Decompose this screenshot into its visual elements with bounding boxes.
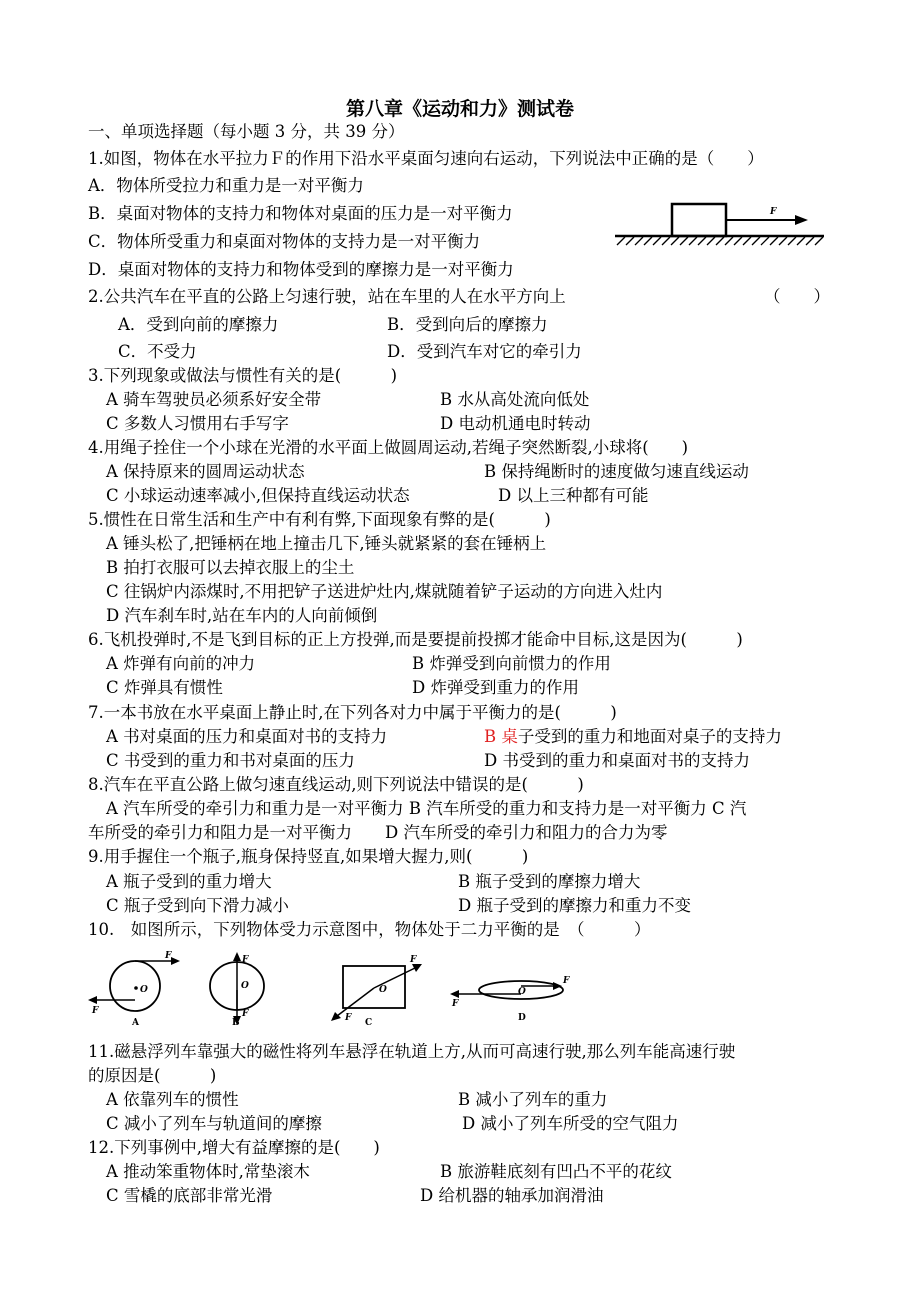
q6-option-a[interactable]: A 炸弹有向前的冲力 [106, 654, 256, 673]
fig-b-center-label: O [241, 981, 249, 991]
q8-options-line2[interactable]: 车所受的牵引力和阻力是一对平衡力 D 汽车所受的牵引力和阻力的合力为零 [88, 823, 668, 842]
q2-option-c[interactable]: C．不受力 [118, 342, 197, 361]
q11-option-a[interactable]: A 依靠列车的惯性 [106, 1090, 239, 1109]
q5-option-c[interactable]: C 往锅炉内添煤时,不用把铲子送进炉灶内,煤就随着铲子运动的方向进入灶内 [106, 582, 663, 601]
fig-d [450, 976, 570, 1023]
q7-stem: 7.一本书放在水平桌面上静止时,在下列各对力中属于平衡力的是( ) [88, 703, 617, 722]
q3-option-a[interactable]: A 骑车驾驶员必须系好安全带 [106, 390, 322, 409]
q12-stem: 12.下列事例中,增大有益摩擦的是( ) [88, 1138, 380, 1157]
q1-option-c[interactable]: C．物体所受重力和桌面对物体的支持力是一对平衡力 [88, 232, 481, 251]
q6-option-c[interactable]: C 炸弹具有惯性 [106, 678, 223, 697]
q12-option-b[interactable]: B 旅游鞋底刻有凹凸不平的花纹 [440, 1162, 672, 1181]
q7-option-b[interactable] [484, 725, 782, 749]
q10-figure [85, 950, 585, 1030]
q3-stem: 3.下列现象或做法与惯性有关的是( ) [88, 366, 398, 385]
fig-c-force-label-2: F [345, 1013, 352, 1023]
q3-option-d[interactable]: D 电动机通电时转动 [440, 414, 591, 433]
q9-stem: 9.用手握住一个瓶子,瓶身保持竖直,如果增大握力,则( ) [88, 847, 529, 866]
q12-option-d[interactable]: D 给机器的轴承加润滑油 [420, 1186, 604, 1205]
q1-option-d[interactable]: D．桌面对物体的支持力和物体受到的摩擦力是一对平衡力 [88, 260, 514, 279]
fig-b-force-label-1: F [242, 955, 249, 965]
page-title: 第八章《运动和力》测试卷 [345, 98, 574, 120]
q2-option-b[interactable]: B．受到向后的摩擦力 [387, 315, 548, 334]
fig-a-force-label-2: F [92, 1006, 99, 1016]
q5-option-b[interactable]: B 拍打衣服可以去掉衣服上的尘土 [106, 558, 355, 577]
q2-option-a[interactable]: A．受到向前的摩擦力 [118, 315, 279, 334]
q12-option-c[interactable]: C 雪橇的底部非常光滑 [106, 1186, 273, 1205]
q5-option-d[interactable]: D 汽车刹车时,站在车内的人向前倾倒 [106, 606, 378, 625]
fig-b-label: B [232, 1018, 240, 1028]
q4-option-a[interactable]: A 保持原来的圆周运动状态 [106, 462, 305, 481]
q3-option-b[interactable]: B 水从高处流向低处 [440, 390, 590, 409]
q4-option-d[interactable]: D 以上三种都有可能 [498, 486, 649, 505]
q11-stem-line2: 的原因是( ) [88, 1066, 217, 1085]
fig-c-label: C [365, 1018, 373, 1028]
force-label: F [770, 207, 777, 217]
q1-option-b[interactable]: B．桌面对物体的支持力和物体对桌面的压力是一对平衡力 [88, 204, 513, 223]
fig-a-label: A [132, 1018, 139, 1028]
q11-option-d[interactable]: D 减小了列车所受的空气阻力 [462, 1114, 679, 1133]
section-heading: 一、单项选择题（每小题 3 分，共 39 分） [88, 122, 405, 141]
q11-option-c[interactable]: C 减小了列车与轨道间的摩擦 [106, 1114, 322, 1133]
q10-stem: 10. 如图所示，下列物体受力示意图中，物体处于二力平衡的是 （ ） [88, 920, 651, 939]
q8-options-line1[interactable]: A 汽车所受的牵引力和重力是一对平衡力 B 汽车所受的重力和支持力是一对平衡力 C 汽 [106, 799, 747, 818]
fig-a-center-label: O [140, 985, 148, 995]
q2-stem: 2.公共汽车在平直的公路上匀速行驶，站在车里的人在水平方向上 [88, 287, 566, 306]
fig-a-force-label-1: F [165, 951, 172, 961]
q7-option-c[interactable]: C 书受到的重力和书对桌面的压力 [106, 751, 355, 770]
q6-stem: 6.飞机投弹时,不是飞到目标的正上方投弹,而是要提前投掷才能命中目标,这是因为( ) [88, 630, 743, 649]
q9-option-a[interactable]: A 瓶子受到的重力增大 [106, 872, 272, 891]
q7-option-d[interactable]: D 书受到的重力和桌面对书的支持力 [484, 751, 750, 770]
q6-option-b[interactable]: B 炸弹受到向前惯力的作用 [412, 654, 611, 673]
q5-stem: 5.惯性在日常生活和生产中有利有弊,下面现象有弊的是( ) [88, 510, 551, 529]
q9-option-c[interactable]: C 瓶子受到向下滑力减小 [106, 896, 289, 915]
fig-c-force-label-1: F [410, 955, 417, 965]
q4-option-b[interactable]: B 保持绳断时的速度做匀速直线运动 [484, 462, 749, 481]
fig-d-center-label: O [518, 987, 526, 997]
q2-answer-paren: （ ） [764, 287, 830, 306]
fig-d-label: D [518, 1013, 526, 1023]
q7-option-a[interactable]: A 书对桌面的压力和桌面对书的支持力 [106, 727, 388, 746]
q9-option-b[interactable]: B 瓶子受到的摩擦力增大 [458, 872, 641, 891]
q3-option-c[interactable]: C 多数人习惯用右手写字 [106, 414, 289, 433]
fig-b [210, 952, 264, 1028]
q5-option-a[interactable]: A 锤头松了,把锤柄在地上撞击几下,锤头就紧紧的套在锤柄上 [106, 534, 547, 553]
fig-a [88, 951, 180, 1028]
fig-c-center-label: O [379, 985, 387, 995]
q4-option-c[interactable]: C 小球运动速率减小,但保持直线运动状态 [106, 486, 410, 505]
q8-stem: 8.汽车在平直公路上做匀速直线运动,则下列说法中错误的是( ) [88, 775, 584, 794]
fig-c [331, 955, 422, 1028]
q4-stem: 4.用绳子拴住一个小球在光滑的水平面上做圆周运动,若绳子突然断裂,小球将( ) [88, 438, 689, 457]
fig-b-force-label-2: F [242, 1009, 249, 1019]
q7-option-b-highlight: B 桌 [484, 727, 518, 746]
q1-figure [612, 196, 827, 246]
q6-option-d[interactable]: D 炸弹受到重力的作用 [412, 678, 579, 697]
q1-stem: 1.如图，物体在水平拉力Ｆ的作用下沿水平桌面匀速向右运动，下列说法中正确的是（ ） [88, 149, 764, 168]
q11-option-b[interactable]: B 减小了列车的重力 [458, 1090, 608, 1109]
fig-d-force-label-1: F [563, 976, 570, 986]
q12-option-a[interactable]: A 推动笨重物体时,常垫滚木 [106, 1162, 310, 1181]
q7-option-b-text: 子受到的重力和地面对桌子的支持力 [517, 727, 782, 746]
fig-d-force-label-2: F [452, 999, 459, 1009]
q11-stem-line1: 11.磁悬浮列车靠强大的磁性将列车悬浮在轨道上方,从而可高速行驶,那么列车能高速行驶 [88, 1042, 736, 1061]
q2-option-d[interactable]: D．受到汽车对它的牵引力 [387, 342, 582, 361]
q1-option-a[interactable]: A．物体所受拉力和重力是一对平衡力 [88, 176, 364, 195]
q9-option-d[interactable]: D 瓶子受到的摩擦力和重力不变 [458, 896, 691, 915]
